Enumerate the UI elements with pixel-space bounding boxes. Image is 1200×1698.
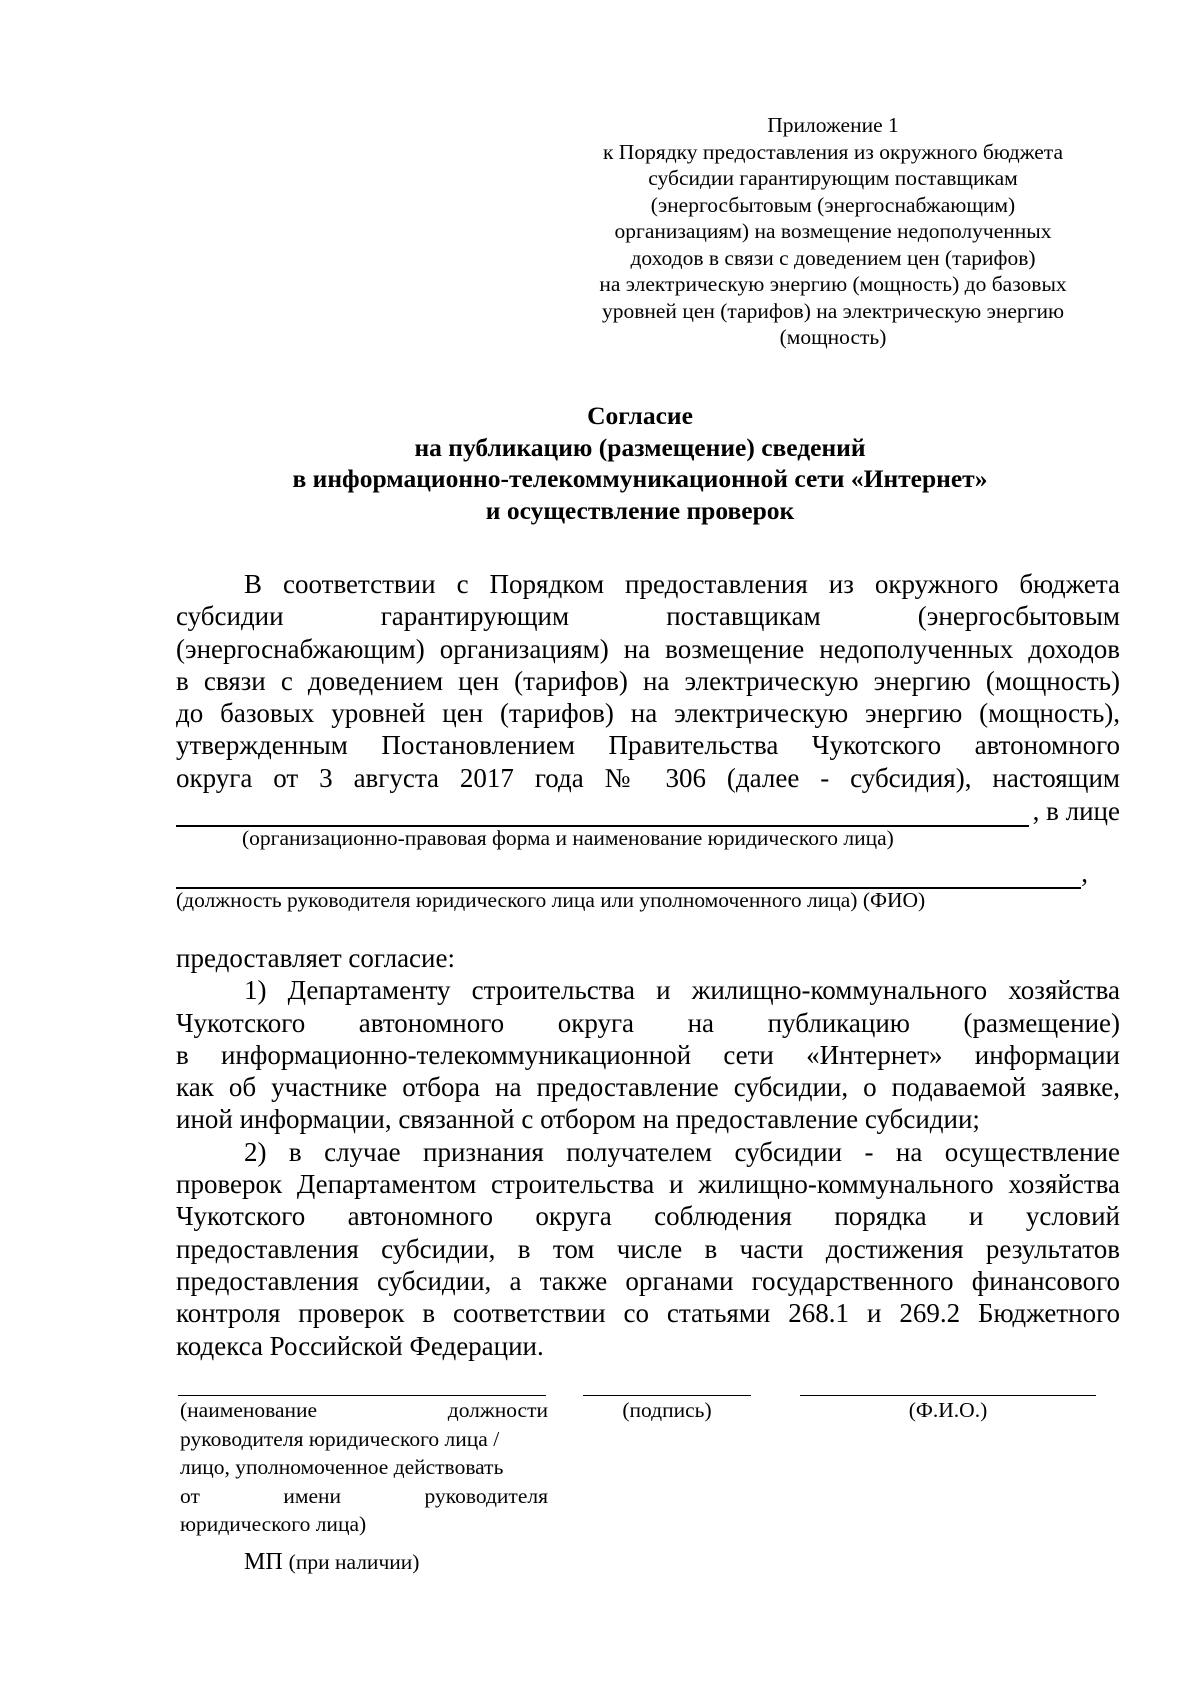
appendix-line: (мощность) bbox=[779, 325, 887, 349]
organization-suffix: , в лице bbox=[1032, 796, 1120, 826]
intro-paragraph bbox=[176, 568, 1120, 794]
name-caption: (Ф.И.О.) bbox=[908, 1398, 988, 1422]
consent-item2-line: кодекса Российской Федерации. bbox=[176, 1330, 544, 1361]
organization-fill-line bbox=[176, 795, 1120, 827]
consent-item1-line: как об участнике отбора на предоставление субсидии, о подаваемой заявке, bbox=[176, 1072, 1120, 1103]
representative-suffix: , bbox=[1081, 858, 1088, 888]
stamp-note: (при наличии) bbox=[288, 1550, 420, 1574]
title-line: Согласие bbox=[587, 401, 693, 430]
appendix-line: к Порядку предоставления из окружного бюджета bbox=[602, 139, 1064, 164]
position-caption-line: от имени руководителя bbox=[180, 1483, 548, 1508]
intro-line: в связи с доведением цен (тарифов) на электрическую энергию (мощность) bbox=[176, 665, 1120, 696]
position-caption-line: юридического лица) bbox=[180, 1512, 367, 1536]
document-title bbox=[160, 400, 1120, 526]
intro-line: до базовых уровней цен (тарифов) на электрическую энергию (мощность), bbox=[176, 698, 1120, 729]
title-line: в информационно-телекоммуникационной сети «Интернет» bbox=[292, 464, 988, 493]
position-caption-line: руководителя юридического лица / bbox=[180, 1426, 500, 1451]
position-caption-line: лицо, уполномоченное действовать bbox=[180, 1455, 504, 1479]
appendix-line: организациям) на возмещение недополученных bbox=[614, 219, 1052, 243]
consent-item2-line: 2) в случае признания получателем субсидии - на осуществление bbox=[244, 1136, 1120, 1167]
consent-item2-line: Чукотского автономного округа соблюдения порядка и условий bbox=[176, 1201, 1120, 1232]
organization-hint: (организационно-правовая форма и наименование юридического лица) bbox=[242, 826, 894, 850]
consent-item1-line: иной информации, связанной с отбором на предоставление субсидии; bbox=[176, 1104, 980, 1135]
representative-blank[interactable] bbox=[176, 863, 1081, 889]
appendix-line: уровней цен (тарифов) на электрическую энергию bbox=[601, 298, 1065, 323]
appendix-header bbox=[560, 112, 1106, 351]
consent-item2-line: контроля проверок в соответствии со статьями 268.1 и 269.2 Бюджетного bbox=[176, 1298, 1120, 1329]
intro-line: округа от 3 августа 2017 года № 306 (далее - субсидия), настоящим bbox=[176, 762, 1120, 793]
appendix-line: на электрическую энергию (мощность) до базовых bbox=[599, 272, 1067, 296]
representative-fill-line bbox=[176, 857, 1088, 889]
position-caption bbox=[180, 1396, 548, 1539]
intro-line: субсидии гарантирующим поставщикам (энергосбытовым bbox=[176, 601, 1120, 632]
intro-line: утвержденным Постановлением Правительства Чукотского автономного bbox=[176, 730, 1120, 761]
consent-item2-line: проверок Департаментом строительства и жилищно-коммунального хозяйства bbox=[176, 1169, 1120, 1200]
title-line: и осуществление проверок bbox=[485, 495, 795, 525]
representative-hint: (должность руководителя юридического лица или уполномоченного лица) (ФИО) bbox=[176, 888, 926, 912]
stamp-label: МП bbox=[244, 1549, 283, 1575]
position-caption-line: (наименование должности bbox=[180, 1398, 548, 1422]
stamp-mark bbox=[244, 1547, 419, 1577]
intro-line: В соответствии с Порядком предоставления из окружного бюджета bbox=[244, 569, 1120, 599]
organization-blank[interactable] bbox=[176, 801, 1029, 827]
signature-caption: (подпись) bbox=[622, 1398, 712, 1422]
consent-item1-line: 1) Департаменту строительства и жилищно-коммунального хозяйства bbox=[244, 975, 1120, 1006]
title-line: на публикацию (размещение) сведений bbox=[414, 432, 866, 462]
consent-item2-line: предоставления субсидии, в том числе в части достижения результатов bbox=[176, 1233, 1120, 1264]
consent-paragraph bbox=[176, 942, 1120, 1362]
appendix-line: (энергосбытовым (энергоснабжающим) bbox=[650, 192, 1016, 217]
consent-item2-line: предоставления субсидии, а также органами государственного финансового bbox=[176, 1265, 1120, 1296]
consent-lead: предоставляет согласие: bbox=[176, 943, 455, 973]
appendix-line: субсидии гарантирующим поставщикам bbox=[648, 166, 1018, 190]
intro-line: (энергоснабжающим) организациям) на возмещение недополученных доходов bbox=[176, 633, 1120, 664]
consent-item1-line: в информационно-телекоммуникационной сети «Интернет» информации bbox=[176, 1039, 1120, 1070]
appendix-line: Приложение 1 bbox=[767, 113, 899, 137]
appendix-line: доходов в связи с доведением цен (тарифов) bbox=[630, 245, 1036, 270]
consent-item1-line: Чукотского автономного округа на публикацию (размещение) bbox=[176, 1007, 1120, 1038]
